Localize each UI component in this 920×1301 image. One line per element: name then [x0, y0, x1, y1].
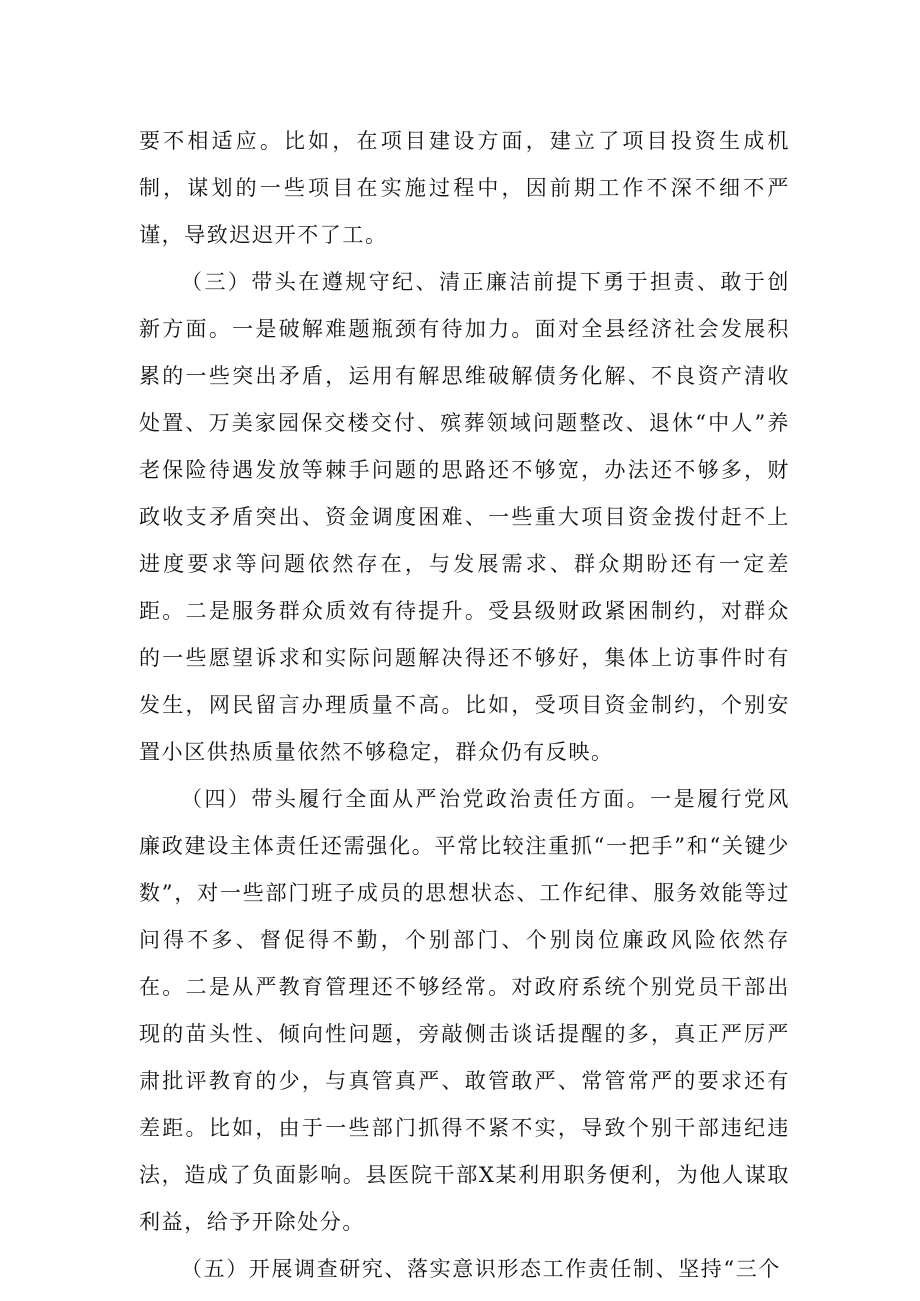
paragraph-section-four: （四）带头履行全面从严治党政治责任方面。一是履行党风廉政建设主体责任还需强化。平常比较注重抓“一把手”和“关键少数”，对一些部门班子成员的思想状态、工作纪律、服务效能等过问得不多、督促得不勤，个别部门、个别岗位廉政风险依然存在。二是从严教育管理还不够经常。对政府系统个别党员干部出现的苗头性、倾向性问题，旁敲侧击谈话提醒的多，真正严厉严肃批评教育的少，与真管真严、敢管敢严、常管常严的要求还有差距。比如，由于一些部门抓得不紧不实，导致个别干部违纪违法，造成了负面影响。县医院干部X某利用职务便利，为他人谋取利益，给予开除处分。: [139, 787, 790, 1234]
paragraph-section-three: （三）带头在遵规守纪、清正廉洁前提下勇于担责、敢于创新方面。一是破解难题瓶颈有待加力。面对全县经济社会发展积累的一些突出矛盾，运用有解思维破解债务化解、不良资产清收处置、万美家园保交楼交付、殡葬领域问题整改、退休“中人”养老保险待遇发放等棘手问题的思路还不够宽，办法还不够多，财政收支矛盾突出、资金调度困难、一些重大项目资金拨付赶不上进度要求等问题依然存在，与发展需求、群众期盼还有一定差距。二是服务群众质效有待提升。受县级财政紧困制约，对群众的一些愿望诉求和实际问题解决得还不够好，集体上访事件时有发生，网民留言办理质量不高。比如，受项目资金制约，个别安置小区供热质量依然不够稳定，群众仍有反映。: [139, 270, 790, 764]
paragraph-section-five: （五）开展调查研究、落实意识形态工作责任制、坚持“三个: [181, 1257, 781, 1281]
document-body: [139, 118, 790, 1293]
paragraph-continuation: 要不相适应。比如，在项目建设方面，建立了项目投资生成机制，谋划的一些项目在实施过程中，因前期工作不深不细不严谨，导致迟迟开不了工。: [139, 129, 790, 247]
